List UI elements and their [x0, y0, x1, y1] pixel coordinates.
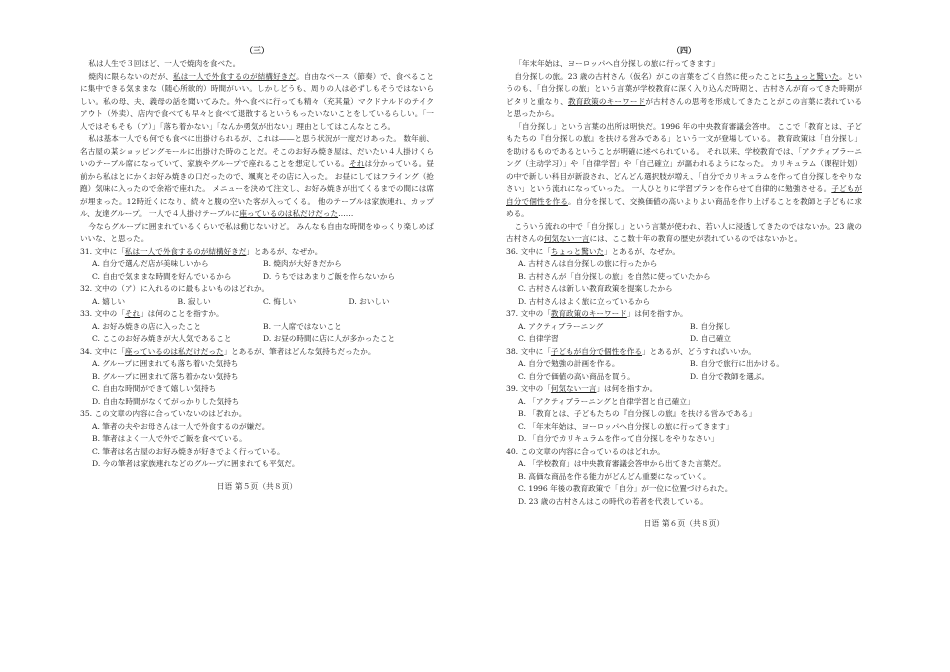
answer-option: B. グループに囲まれて落ち着かない気持ち: [92, 371, 239, 381]
underlined-phrase: 教育政策のキーワード: [550, 309, 627, 318]
text-run: 」とあるが、どうすればいいか。: [642, 346, 756, 356]
question-stem: [80, 408, 434, 421]
answer-option: D. 今の筆者は家族連れなどのグループに囲まれても平気だ。: [92, 459, 300, 468]
text-run: 」は何のことを指すか。: [140, 309, 224, 318]
text-run: 」は何を指すか。: [596, 384, 658, 393]
text-run: 35. この文章の内容に合っていないのはどれか。: [80, 409, 247, 418]
text-run: 33. 文中の「: [80, 309, 125, 318]
passage: [80, 58, 434, 246]
question: [506, 246, 862, 309]
text-run: 40. この文章の内容に合っているのはどれか。: [506, 446, 665, 456]
underlined-phrase: 教育政策のキーワード: [567, 96, 646, 106]
text-run: 」は何を指すか。: [626, 309, 688, 318]
answer-option: D. 自由な時間がなくてがっかりした気持ち: [92, 396, 240, 406]
answer-option: C. 自律学習: [518, 334, 559, 343]
underlined-phrase: 子どもが自分で個性を作る: [550, 346, 642, 356]
text-run: が古村さんの思考を形成してきたことがこの言葉に表れていると思ったから。: [506, 96, 863, 118]
text-run: 」とあるが、筆者はどんな気持ちだったか。: [223, 346, 376, 356]
answer-option: B. 「教育とは、子どもたちの『自分探しの旅』を扶ける営みである」: [518, 409, 757, 418]
text-run: 36. 文中に「: [506, 246, 551, 256]
text-run: 今ならグループに囲まれているくらいで私は動じないけど。 みんなも自由な時間をゆっくり楽しめばいいな、と思った。: [80, 221, 434, 243]
answer-option: C. 自由で気ままな時間を好んでいるから: [92, 271, 232, 281]
answer-option: D. 「自分でカリキュラムを作って自分探しをやりなさい」: [518, 434, 719, 443]
answer-option: B. 焼肉が大好きだから: [263, 259, 342, 268]
answer-option: A. グループに囲まれても落ち着いた気持ち: [92, 359, 239, 368]
text-run: こういう流れの中で「自分探し」という言葉が使われ、若い人に浸透してきたのではないか。23 歳の古村さんの: [506, 221, 862, 243]
question-stem: [506, 246, 862, 259]
text-run: 。というのも、「自分探しの旅」という言葉が学校教育に深く入り込んだ時期と、古村さんが育ってきた時期がピタリと重なり、: [506, 71, 863, 106]
answer-option: D. 自己確立: [690, 334, 732, 343]
text-run: 38. 文中に「: [506, 346, 551, 356]
answer-option: D. 23 歳の古村さんはこの時代の若者を代表している。: [518, 496, 708, 506]
question-list: [506, 246, 862, 509]
question: [80, 246, 434, 284]
underlined-phrase: 何気ない一言: [550, 384, 597, 393]
passage-paragraph: [506, 58, 862, 71]
question: [506, 383, 862, 446]
left-page: [80, 44, 434, 493]
passage-paragraph: [506, 221, 862, 246]
answer-option: C. 悔しい: [263, 296, 297, 306]
passage-paragraph: [80, 133, 434, 221]
text-run: 39. 文中の「: [506, 384, 551, 393]
answer-option: C. 古村さんは新しい教育政策を提案したから: [518, 284, 673, 293]
answer-option: A. アクティブラーニング: [518, 321, 604, 331]
answer-option: C. ここのお好み焼きが大人気であること: [92, 334, 232, 343]
passage-paragraph: [80, 58, 434, 71]
underlined-phrase: 何気ない一言: [543, 234, 590, 243]
answer-option: D. 古村さんはよく旅に立っているから: [518, 296, 651, 306]
question: [506, 346, 862, 384]
answer-options: [506, 458, 862, 508]
answer-option: D. うちではあまりご飯を作らないから: [263, 271, 396, 281]
section-title: （四）: [672, 45, 696, 55]
answer-option: B. 高価な商品を作る能力がどんどん重要になっていく。: [518, 471, 711, 481]
answer-option: D. お昼の時間に店に人が多かったこと: [263, 334, 396, 343]
answer-option: C. 筆者は名古屋のお好み焼きが好きでよく行っている。: [92, 446, 285, 456]
passage-paragraph: [506, 71, 862, 121]
text-run: 。自由なペース（節奏）で、食べることに集中できる気ままな（随心所欲的）時間がいい。しかしどうも、周りの人は必ずしもそうではないらしい。私の母、夫、義母の話を聞いてみた。外へ食べに行っても精々（充其量）マクドナルドのテイクアウト（外卖）、店内で食べても早々と食べて退散するというもったいないことをしているらしい。「一人ではそもそも（ア）」「落ち着かない」「なんか勇気が出ない」理由としてはこんなところ。: [80, 71, 435, 131]
answer-option: B. 寂しい: [177, 296, 211, 306]
answer-option: A. 古村さんは自分探しの旅に行ったから: [518, 259, 658, 268]
answer-option: C. 自分で価値の高い商品を買う。: [518, 371, 635, 381]
answer-option: C. 「年末年始は、ヨーロッパへ自分探しの旅に行ってきます」: [518, 421, 734, 431]
answer-options: [506, 396, 862, 446]
underlined-phrase: ちょっと驚いた: [785, 71, 840, 81]
question-stem: [506, 383, 862, 396]
passage: [506, 58, 862, 246]
answer-option: B. 一人席ではないこと: [263, 321, 342, 331]
passage-paragraph: [506, 121, 862, 221]
answer-options: [506, 358, 862, 383]
answer-options: [506, 321, 862, 346]
text-run: 37. 文中の「: [506, 309, 551, 318]
text-run: 私は人生で３回ほど、一人で焼肉を食べた。: [88, 59, 241, 68]
underlined-phrase: 私は一人で外食するのが結構好きだ: [173, 71, 297, 81]
question-stem: [506, 308, 862, 321]
underlined-phrase: それ: [124, 309, 141, 318]
question-list: [80, 246, 434, 471]
answer-option: A. 自分で勉強の計画を作る。: [518, 359, 620, 368]
text-run: には、ここ数十年の教育の歴史が表れているのではないかと。: [589, 234, 803, 243]
underlined-phrase: 子どもが自分で個性を作る: [506, 184, 862, 206]
answer-option: A. 自分で選んだ店が美味しいから: [92, 259, 209, 268]
answer-option: C. 自由な時間ができて嬉しい気持ち: [92, 384, 217, 393]
text-run: 。自分を探して、交換価値の高いよりよい商品を作り上げることを教師と子どもに求める。: [506, 196, 863, 218]
text-run: 」とあるが、なぜか。: [604, 246, 680, 256]
answer-option: D. おいしい: [348, 296, 390, 306]
text-run: 34. 文中に「: [80, 346, 125, 356]
question: [80, 346, 434, 409]
text-run: 」とあるが、なぜか。: [246, 246, 323, 256]
question-stem: [80, 346, 434, 359]
answer-options: [80, 358, 434, 408]
answer-option: A. 嬉しい: [92, 296, 126, 306]
question: [80, 408, 434, 471]
text-run: 「年末年始は、ヨーロッパへ自分探しの旅に行ってきます」: [514, 59, 720, 68]
underlined-phrase: ちょっと驚いた: [550, 246, 605, 256]
answer-option: D. 自分で教師を選ぶ。: [690, 371, 770, 381]
answer-options: [80, 421, 434, 471]
underlined-phrase: それ: [349, 159, 365, 168]
underlined-phrase: 座っているのは私だけだった: [239, 209, 339, 218]
text-run: は分かっている。昼前から私はとにかくお好み焼きの口だったので、颯爽とその店に入った。 お昼にしてはフライング（抢跑）気味に入ったので余裕で座れた。 メニューを決めて注文し、お好み焼きが出てくるまでの間には席が埋まった。12時近くになり、続々と腹の空いた客が入ってくる。 他のテーブルは家族連れ、カップル、友達グループ。 一人で４人掛けテーブルに: [80, 159, 435, 218]
answer-option: A. 筆者の夫やお母さんは一人で外食するのが嫌だ。: [92, 421, 270, 431]
text-run: 私は基本一人でも何でも食べに出掛けられるが、これは――と思う状況が一度だけあった。 数年前、名古屋の某ショッピングモールに出掛けた時のことだ。そこのお好み焼き屋は、だいたい４人掛けくらいのテーブル席になっていて、家族やグループで座れることを想定している。: [80, 134, 434, 168]
right-page: [506, 44, 862, 531]
text-run: ……: [338, 209, 354, 218]
answer-option: A. お好み焼きの店に入ったこと: [92, 321, 202, 331]
text-run: 焼肉に限らないのだが、: [88, 71, 174, 81]
answer-options: [506, 258, 862, 308]
text-run: 自分探しの旅。23 歳の古村さん（仮名）がこの言葉をごく自然に使ったことに: [514, 71, 786, 81]
underlined-phrase: 私は一人で外食するのが結構好きだ: [124, 246, 247, 256]
question: [80, 283, 434, 308]
answer-option: A. 「アクティブラーニングと自律学習と自己確立」: [518, 396, 695, 406]
underlined-phrase: 座っているのは私だけだった: [124, 346, 224, 356]
page-footer: 日语 第５页（共８页）: [216, 481, 298, 491]
question-stem: [80, 283, 434, 296]
passage-paragraph: [80, 71, 434, 134]
question-stem: [80, 246, 434, 259]
answer-option: B. 自分で旅行に出かける。: [690, 359, 784, 368]
passage-paragraph: [80, 221, 434, 246]
question-stem: [506, 446, 862, 459]
page-footer: 日语 第６页（共８页）: [643, 519, 725, 528]
text-run: 31. 文中に「: [80, 246, 125, 256]
question: [80, 308, 434, 346]
answer-option: C. 1996 年後の教育政策で「自分」が一位に位置づけられた。: [518, 484, 733, 493]
text-run: 「自分探し」という言葉の出所は明快だ。1996 年の中央教育審議会答申。 ここで「教育とは、子どもたちの『自分探しの旅』を扶ける営みである」という一文が登場している。 教育政策は「自分探し」を助けるものであるということが明確に述べられている。 それ以来、学校教育では、「アクティブラーニング（主动学习）」や「自律学習」や「自己確立」が謳われるようになった。 カリキュラム（课程计划）の中で新しい科目が新設され、どんどん選択肢が増え、「自分でカリキュラムを作って自分探しをやりなさい」という流れになっていった。 一人ひとりに学習プランを作らせて自律的に勉強させる。: [506, 121, 862, 193]
answer-option: B. 古村さんが「自分探しの旅」を自然に使っていたから: [518, 271, 711, 281]
question: [506, 446, 862, 509]
question-stem: [506, 346, 862, 359]
answer-option: B. 自分探し: [690, 321, 731, 331]
answer-options: [80, 258, 434, 283]
answer-option: B. 筆者はよく一人で外でご飯を食べている。: [92, 434, 247, 443]
text-run: 32. 文中の（ア）に入れるのに最もよいものはどれか。: [80, 284, 270, 293]
question: [506, 308, 862, 346]
question-stem: [80, 308, 434, 321]
section-title: （三）: [245, 45, 269, 55]
answer-options: [80, 296, 434, 309]
answer-options: [80, 321, 434, 346]
answer-option: A. 「学校教育」は中央教育審議会答申から出てきた言葉だ。: [518, 459, 726, 468]
